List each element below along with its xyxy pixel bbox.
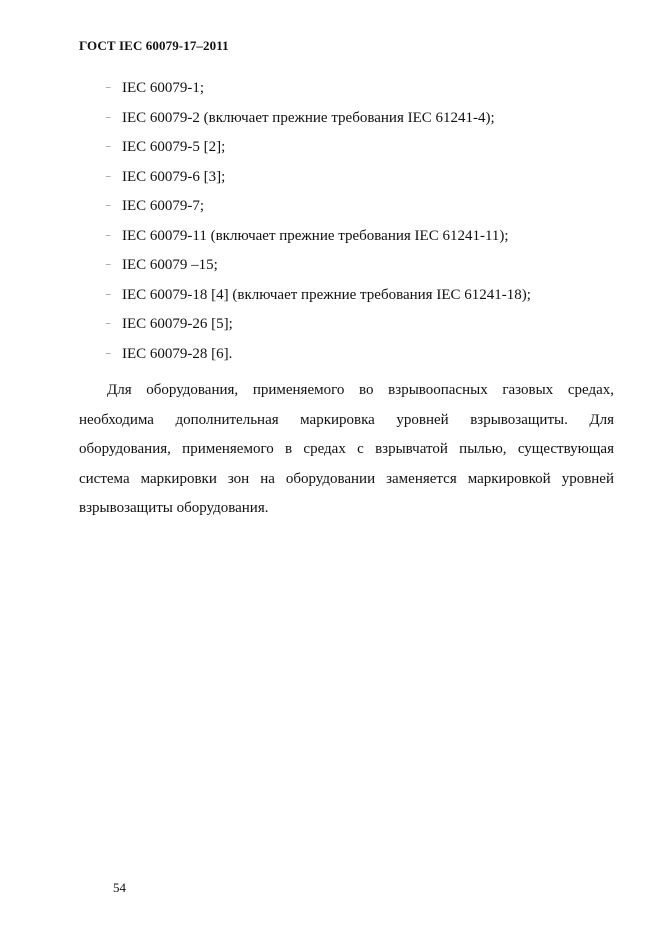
list-item — [106, 283, 626, 313]
list-item-text: IEC 60079-5 [2]; — [122, 139, 226, 155]
list-dash-marker: – — [106, 111, 111, 122]
page-number: 54 — [113, 880, 126, 895]
list-item-text: IEC 60079-2 (включает прежние требования IEC 61241-4); — [122, 109, 495, 126]
list-item — [106, 194, 626, 224]
list-dash-marker: – — [106, 347, 111, 358]
list-dash-marker: – — [106, 288, 111, 299]
list-item-text: IEC 60079-1; — [122, 80, 205, 96]
list-item — [106, 165, 626, 195]
list-item — [106, 106, 626, 136]
standards-list — [106, 76, 626, 371]
document-header: ГОСТ IEC 60079-17–2011 — [79, 38, 229, 53]
list-item — [106, 312, 626, 342]
list-item-text: IEC 60079-7; — [122, 198, 205, 214]
list-item-text: IEC 60079-11 (включает прежние требования IEC 61241-11); — [122, 227, 509, 244]
list-item — [106, 135, 626, 165]
list-item — [106, 76, 626, 106]
list-dash-marker: – — [106, 141, 111, 151]
list-dash-marker: – — [106, 82, 111, 92]
list-item-text: IEC 60079-26 [5]; — [122, 316, 233, 332]
list-item-text: IEC 60079-6 [3]; — [122, 168, 226, 185]
list-dash-marker: – — [106, 318, 111, 328]
list-dash-marker: – — [106, 259, 111, 269]
list-dash-marker: – — [106, 170, 111, 181]
list-dash-marker: – — [106, 229, 111, 240]
list-item — [106, 224, 626, 254]
list-dash-marker: – — [106, 200, 111, 210]
list-item — [106, 342, 626, 372]
list-item-text: IEC 60079-18 [4] (включает прежние требования IEC 61241-18); — [122, 286, 531, 303]
body-paragraph: Для оборудования, применяемого во взрывоопасных газовых средах, необходима дополнительная маркировка уровней взрывозащиты. Для оборудования, применяемого в средах с взрывчатой пылью, существующая система маркировки зон на оборудовании заменяется маркировкой уровней взрывозащиты оборудования. — [79, 382, 614, 516]
list-item — [106, 253, 626, 283]
list-item-text: IEC 60079-28 [6]. — [122, 345, 233, 362]
list-item-text: IEC 60079 –15; — [122, 257, 218, 273]
